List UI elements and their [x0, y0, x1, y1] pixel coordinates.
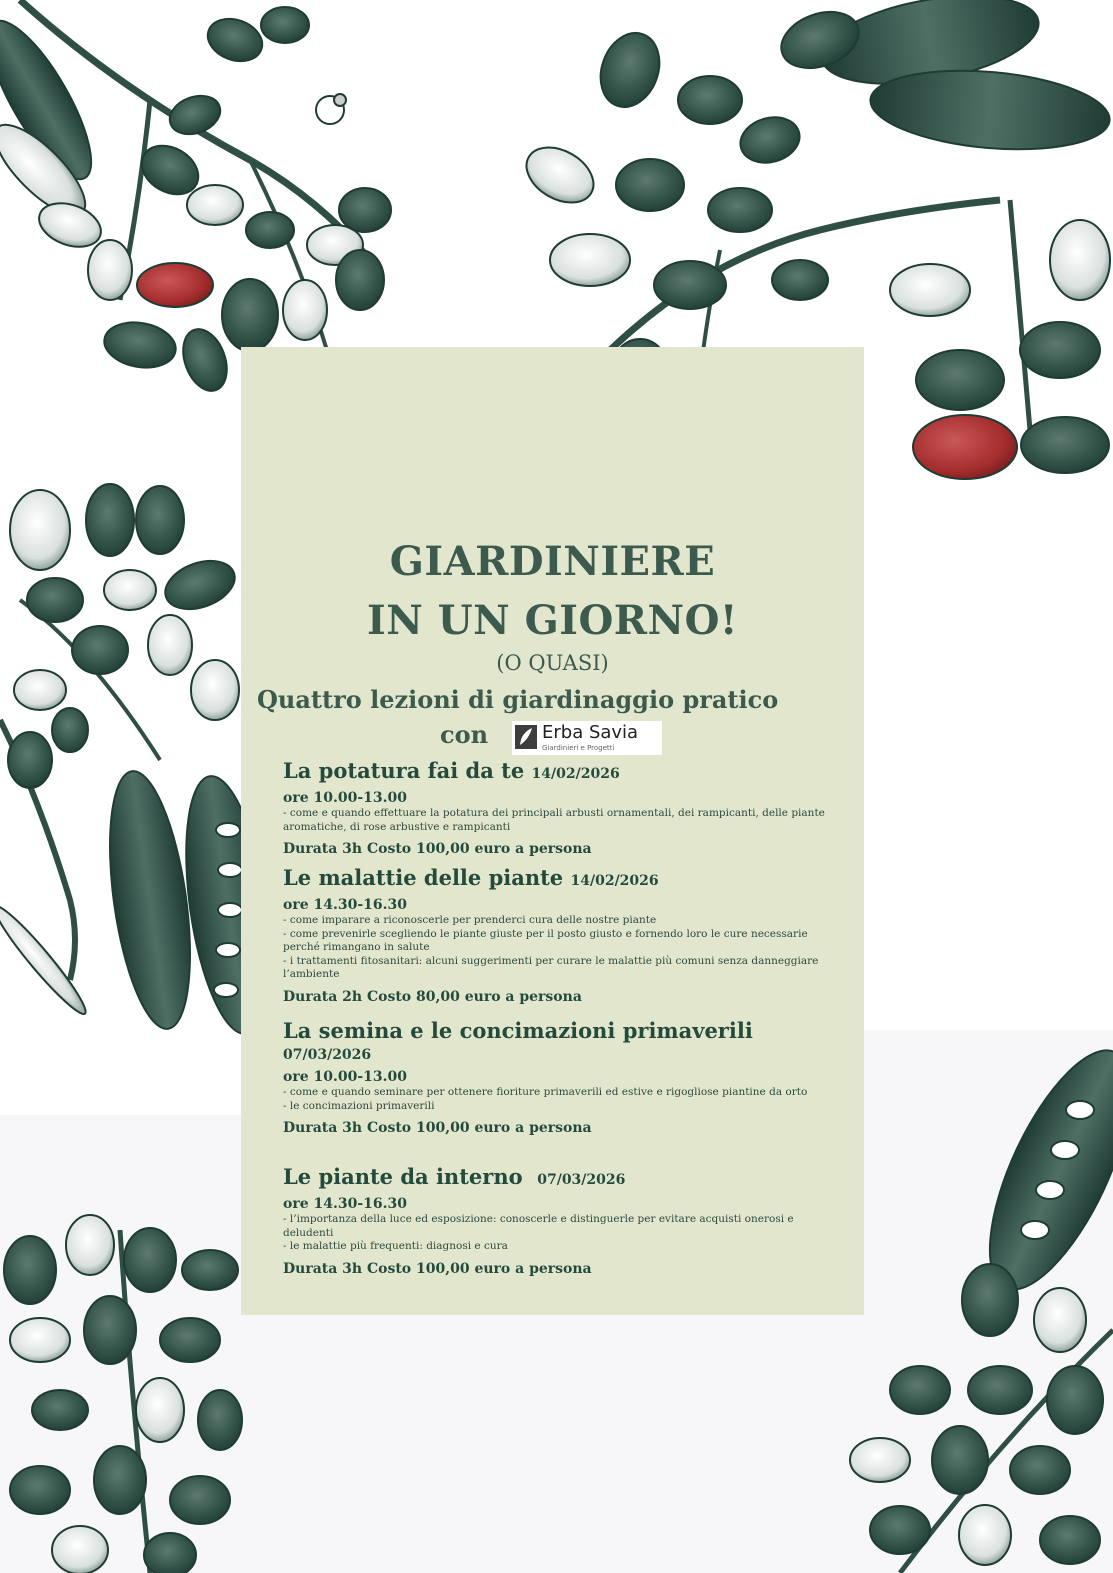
logo-tagline: Giardinieri e Progetti	[542, 744, 615, 752]
bottom-right-branch	[850, 1032, 1113, 1573]
lesson-time: ore 14.30-16.30	[283, 1196, 407, 1212]
logo-name: Erba Savia	[542, 722, 639, 743]
lesson-date: 07/03/2026	[283, 1047, 372, 1063]
lesson-cost: Durata 2h Costo 80,00 euro a persona	[283, 988, 582, 1005]
lesson-2	[283, 865, 843, 1006]
lesson-1	[283, 758, 843, 858]
lesson-date: 14/02/2026	[570, 873, 659, 889]
lesson-cost: Durata 3h Costo 100,00 euro a persona	[283, 1260, 592, 1277]
lesson-bullet: - le malattie più frequenti: diagnosi e cura	[283, 1240, 508, 1253]
subtitle: Quattro lezioni di giardinaggio pratico	[257, 685, 779, 714]
lesson-bullet: - come prevenirle scegliendo le piante giuste per il posto giusto e fornendo loro le cure necessarie perché rimangano in salute	[283, 927, 808, 954]
leaf-logo-icon	[515, 725, 537, 749]
lesson-date: 14/02/2026	[531, 766, 620, 782]
lesson-date: 07/03/2026	[537, 1172, 626, 1188]
lesson-time: ore 14.30-16.30	[283, 897, 407, 913]
bottom-left-branch	[4, 1215, 242, 1573]
lesson-bullet: - i trattamenti fitosanitari: alcuni suggerimenti per curare le malattie più comuni senza danneggiare l’ambiente	[283, 954, 819, 981]
lesson-4	[283, 1164, 843, 1278]
lesson-time: ore 10.00-13.00	[283, 790, 407, 806]
top-left-branch	[0, 0, 391, 397]
lesson-bullet: - come imparare a riconoscerle per prenderci cura delle nostre piante	[283, 914, 657, 926]
lesson-bullet: - le concimazioni primaverili	[283, 1099, 435, 1112]
with-label: con	[440, 720, 489, 749]
erba-savia-logo	[512, 721, 662, 755]
title-line-3: (O QUASI)	[496, 651, 609, 675]
lesson-title: Le malattie delle piante	[283, 865, 564, 890]
lesson-bullet: - come e quando seminare per ottenere fioriture primaverili ed estive e rigogliose piantine da orto	[283, 1086, 808, 1098]
lesson-title: La semina e le concimazioni primaverili	[283, 1018, 753, 1043]
lesson-bullet: - l’importanza della luce ed esposizione: conoscerle e distinguerle per evitare acquisti onerosi e deludenti	[283, 1213, 794, 1239]
lesson-cost: Durata 3h Costo 100,00 euro a persona	[283, 841, 592, 858]
lesson-3	[283, 1018, 843, 1137]
lesson-title: Le piante da interno	[283, 1164, 523, 1189]
lesson-cost: Durata 3h Costo 100,00 euro a persona	[283, 1120, 592, 1137]
lesson-time: ore 10.00-13.00	[283, 1069, 407, 1085]
title-line-1: GIARDINIERE	[389, 538, 716, 585]
title-line-2: IN UN GIORNO!	[367, 597, 738, 644]
lesson-bullet: - come e quando effettuare la potatura dei principali arbusti ornamentali, dei rampicanti, delle piante aromatiche, di rose arbustive e rampicanti	[283, 807, 825, 833]
lesson-title: La potatura fai da te	[283, 758, 525, 783]
